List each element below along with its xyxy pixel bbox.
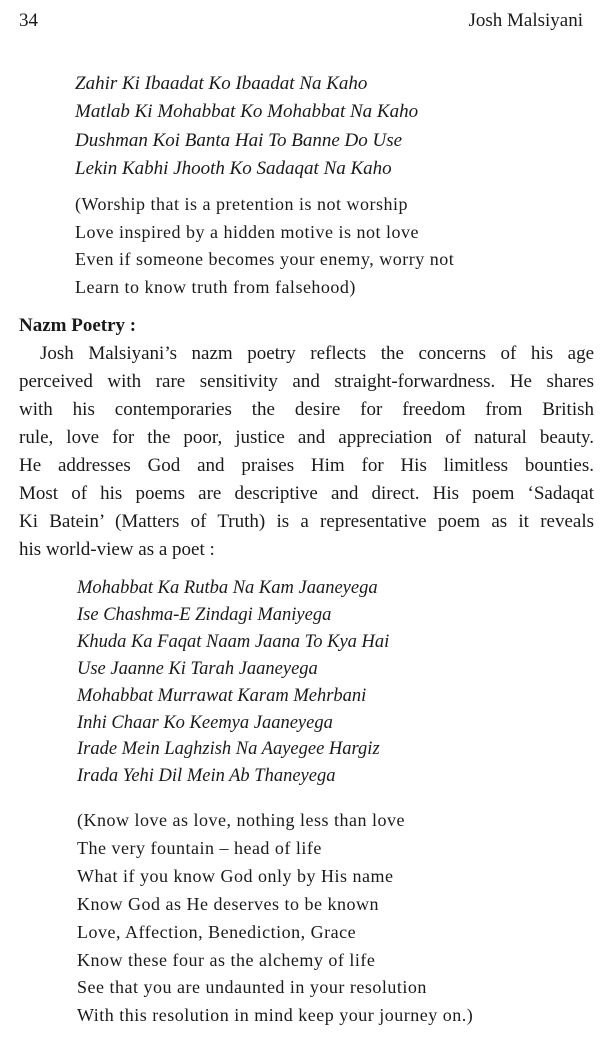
paragraph-line: rule, love for the poor, justice and appreciation of natural beauty. xyxy=(19,427,594,448)
verse-line: Lekin Kabhi Jhooth Ko Sadaqat Na Kaho xyxy=(75,157,392,179)
translation-line: The very fountain – head of life xyxy=(77,837,322,858)
urdu-verse-1 xyxy=(75,70,418,183)
translation-line: With this resolution in mind keep your journey on.) xyxy=(77,1005,474,1026)
verse-line: Irade Mein Laghzish Na Aayegee Hargiz xyxy=(77,739,380,760)
urdu-verse-2 xyxy=(77,575,389,790)
verse-line: Dushman Koi Banta Hai To Banne Do Use xyxy=(75,129,403,151)
paragraph-line: his world-view as a poet : xyxy=(19,539,215,560)
paragraph-line: He addresses God and praises Him for His limitless bounties. xyxy=(19,455,594,476)
page-number: 34 xyxy=(19,10,38,31)
verse-line: Inhi Chaar Ko Keemya Jaaneyega xyxy=(77,712,333,733)
verse-line: Zahir Ki Ibaadat Ko Ibaadat Na Kaho xyxy=(75,73,368,94)
paragraph-line: Josh Malsiyani’s nazm poetry reflects the concerns of his age xyxy=(40,343,594,364)
paragraph-line: with his contemporaries the desire for freedom from British xyxy=(19,399,594,420)
translation-2 xyxy=(77,807,473,1030)
verse-line: Matlab Ki Mohabbat Ko Mohabbat Na Kaho xyxy=(75,101,419,123)
verse-line: Khuda Ka Faqat Naam Jaana To Kya Hai xyxy=(77,631,390,652)
translation-line: (Worship that is a pretention is not worship xyxy=(75,194,409,214)
translation-line: Even if someone becomes your enemy, worry not xyxy=(75,249,455,269)
translation-line: Love, Affection, Benediction, Grace xyxy=(77,921,357,942)
paragraph-line: perceived with rare sensitivity and straight-forwardness. He shares xyxy=(19,371,594,392)
verse-line: Mohabbat Murrawat Karam Mehrbani xyxy=(77,685,367,706)
page-header xyxy=(19,7,583,35)
verse-line: Use Jaanne Ki Tarah Jaaneyega xyxy=(77,658,318,679)
section-heading: Nazm Poetry : xyxy=(19,315,137,336)
paragraph-line: Ki Batein’ (Matters of Truth) is a representative poem as it reveals xyxy=(19,511,594,532)
body-paragraph xyxy=(19,340,594,564)
verse-line: Irada Yehi Dil Mein Ab Thaneyega xyxy=(77,766,336,787)
translation-line: See that you are undaunted in your resolution xyxy=(77,977,427,998)
paragraph-line: Most of his poems are descriptive and direct. His poem ‘Sadaqat xyxy=(19,483,594,504)
running-head: Josh Malsiyani xyxy=(468,10,583,31)
translation-line: What if you know God only by His name xyxy=(77,865,394,886)
verse-line: Mohabbat Ka Rutba Na Kam Jaaneyega xyxy=(77,578,378,598)
translation-line: Love inspired by a hidden motive is not love xyxy=(75,221,419,242)
translation-line: Learn to know truth from falsehood) xyxy=(75,276,356,297)
translation-line: Know God as He deserves to be known xyxy=(77,893,379,914)
translation-1 xyxy=(75,191,454,301)
translation-line: (Know love as love, nothing less than love xyxy=(77,810,405,830)
verse-line: Ise Chashma-E Zindagi Maniyega xyxy=(77,604,332,625)
translation-line: Know these four as the alchemy of life xyxy=(77,949,376,970)
